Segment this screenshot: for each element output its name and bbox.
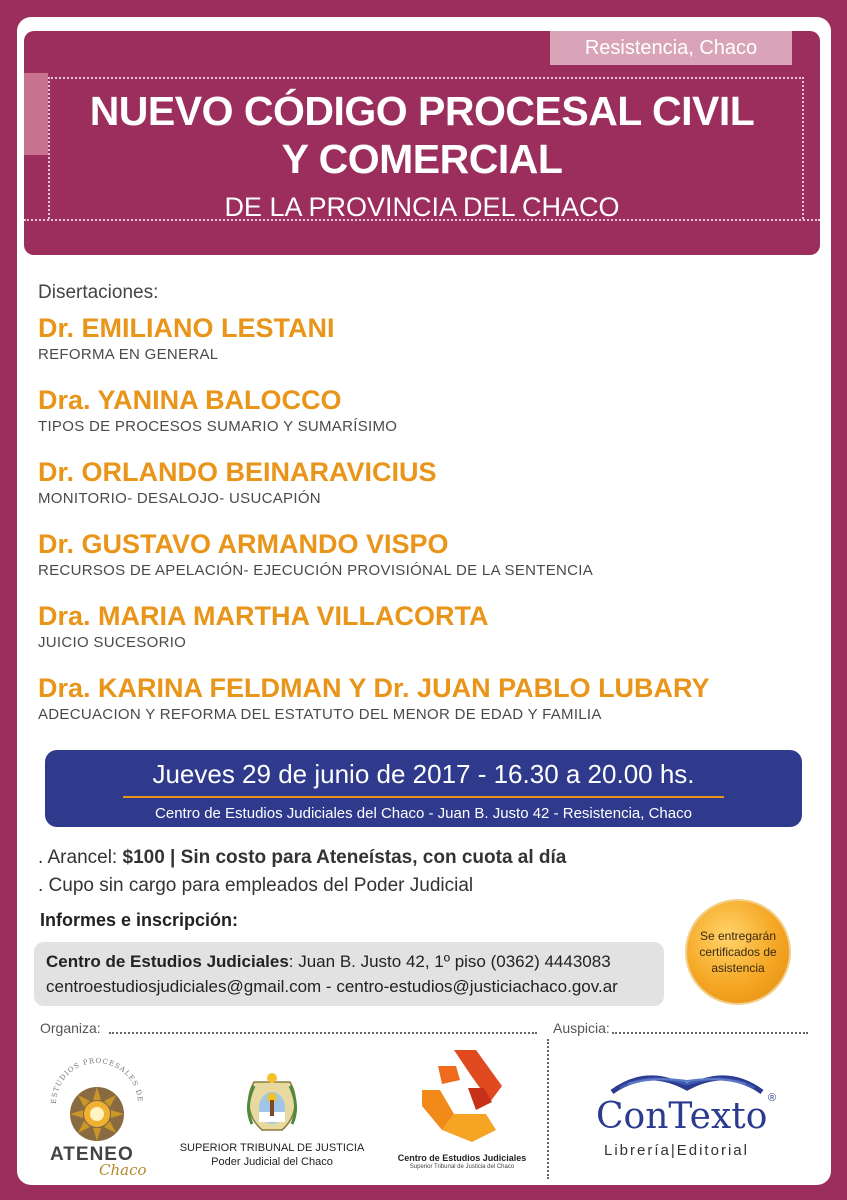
- event-venue: Centro de Estudios Judiciales del Chaco - Juan B. Justo 42 - Resistencia, Chaco: [155, 805, 692, 822]
- stj-logo: [172, 1072, 372, 1182]
- dotted-divider: [109, 1032, 537, 1034]
- dotted-divider: [48, 77, 804, 79]
- contexto-wordmark: ConTexto: [596, 1096, 768, 1137]
- contexto-tagline: Librería|Editorial: [604, 1142, 749, 1159]
- ateneo-arc-text: ESTUDIOS PROCESALES DE: [49, 1056, 145, 1105]
- open-book-icon: [592, 1062, 782, 1098]
- speaker-item: [38, 454, 818, 526]
- speaker-name: Dr. GUSTAVO ARMANDO VISPO: [38, 529, 449, 559]
- location-tag: Resistencia, Chaco: [550, 31, 792, 65]
- event-date-banner: [45, 750, 802, 827]
- contact-address: : Juan B. Justo 42, 1º piso (0362) 4443083: [288, 952, 611, 971]
- chaco-wordmark: Chaco: [99, 1161, 147, 1179]
- speaker-topic: RECURSOS DE APELACIÓN- EJECUCIÓN PROVISIÓNAL DE LA SENTENCIA: [38, 562, 594, 579]
- contact-org: Centro de Estudios Judiciales: [46, 952, 289, 971]
- header-banner: [24, 31, 820, 255]
- speaker-topic: MONITORIO- DESALOJO- USUCAPIÓN: [38, 490, 321, 507]
- contexto-logo: [592, 1062, 782, 1172]
- stj-line-1: SUPERIOR TRIBUNAL DE JUSTICIA: [179, 1142, 365, 1154]
- contact-box: [34, 942, 664, 1006]
- cej-emblem-icon: [387, 1042, 537, 1150]
- fee-line: [38, 844, 566, 872]
- speaker-name: Dra. MARIA MARTHA VILLACORTA: [38, 601, 489, 631]
- speaker-name: Dr. ORLANDO BEINARAVICIUS: [38, 457, 437, 487]
- contact-address-line: [46, 949, 652, 974]
- dotted-divider: [547, 1039, 549, 1179]
- auspicia-label: Auspicia:: [553, 1020, 610, 1036]
- fee-value: $100 | Sin costo para Ateneístas, con cuota al día: [122, 847, 567, 868]
- informes-title: Informes e inscripción:: [40, 910, 239, 930]
- stj-line-2: Poder Judicial del Chaco: [211, 1156, 333, 1168]
- title-line-2: Y COMERCIAL: [281, 136, 563, 182]
- speaker-name: Dra. YANINA BALOCCO: [38, 385, 342, 415]
- speaker-item: [38, 310, 818, 382]
- date-underline: [123, 796, 724, 798]
- speaker-topic: JUICIO SUCESORIO: [38, 634, 187, 651]
- fee-prefix: . Arancel:: [38, 847, 123, 868]
- speaker-topic: TIPOS DE PROCESOS SUMARIO Y SUMARÍSIMO: [38, 418, 398, 435]
- fees-block: [38, 844, 566, 900]
- speaker-item: [38, 526, 818, 598]
- cej-line-2: Superior Tribunal de Justicia del Chaco: [409, 1164, 515, 1170]
- contact-emails[interactable]: centroestudiosjudiciales@gmail.com - centro-estudios@justiciachaco.gov.ar: [46, 977, 618, 996]
- speakers-list: [38, 310, 818, 742]
- certificate-badge: Se entregarán certificados de asistencia: [685, 899, 791, 1005]
- speakers-label: Disertaciones:: [38, 282, 159, 303]
- page-title: [24, 87, 820, 183]
- provincial-shield-icon: [172, 1072, 372, 1140]
- sun-emblem-icon: [42, 1052, 152, 1152]
- speaker-topic: REFORMA EN GENERAL: [38, 346, 219, 363]
- title-line-1: NUEVO CÓDIGO PROCESAL CIVIL: [89, 88, 755, 134]
- cej-logo: [387, 1042, 537, 1182]
- speaker-name: Dr. EMILIANO LESTANI: [38, 313, 335, 343]
- ateneo-wordmark: ATENEO: [50, 1144, 134, 1165]
- speaker-item: [38, 382, 818, 454]
- page-subtitle: DE LA PROVINCIA DEL CHACO: [224, 192, 620, 222]
- ateneo-chaco-logo: [42, 1052, 152, 1180]
- dotted-divider: [612, 1032, 808, 1034]
- speaker-topic: ADECUACION Y REFORMA DEL ESTATUTO DEL MENOR DE EDAD Y FAMILIA: [38, 706, 602, 723]
- organiza-label: Organiza:: [40, 1020, 101, 1036]
- event-date: Jueves 29 de junio de 2017 - 16.30 a 20.00 hs.: [152, 759, 695, 789]
- speaker-name: Dra. KARINA FELDMAN Y Dr. JUAN PABLO LUBARY: [38, 673, 710, 703]
- speaker-item: [38, 598, 818, 670]
- flyer-sheet: [17, 17, 831, 1185]
- cupo-line: . Cupo sin cargo para empleados del Poder Judicial: [38, 875, 474, 896]
- registered-mark: ®: [768, 1092, 777, 1104]
- speaker-item: [38, 670, 818, 742]
- cej-line-1: Centro de Estudios Judiciales: [397, 1153, 527, 1163]
